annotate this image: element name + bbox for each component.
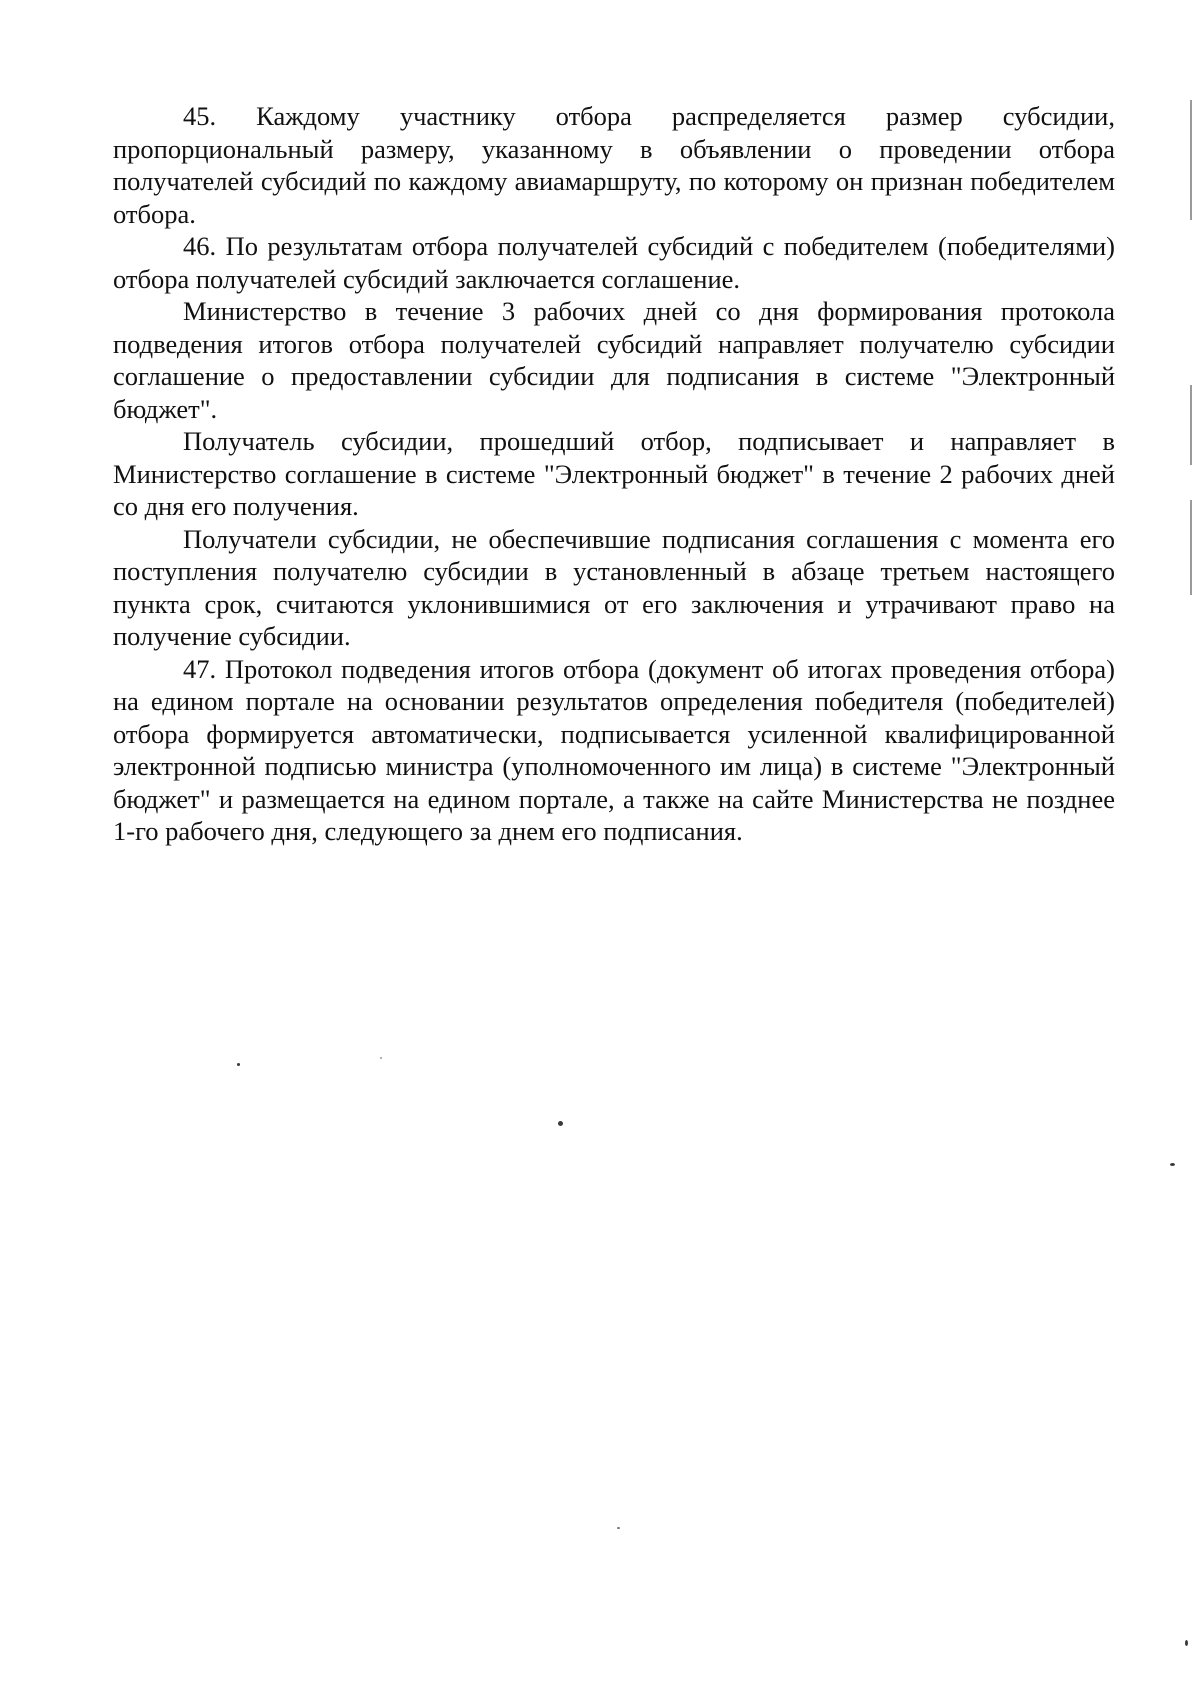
paragraph-evasion: Получатели субсидии, не обеспечившие подписания соглашения с момента его поступления получателю субсидии в установленный в абзаце третьем настоящего пункта срок, считаются уклонившимися от его заключения и утрачивают право на получение субсидии. [113,523,1115,651]
scan-edge-line [1190,500,1192,595]
paragraph-recipient-signing: Получатель субсидии, прошедший отбор, подписывает и направляет в Министерство соглашение в системе "Электронный бюджет" в течение 2 рабочих дней со дня его получения. [113,426,1115,521]
paragraph-45: 45. Каждому участнику отбора распределяется размер субсидии, пропорциональный размеру, указанному в объявлении о проведении отбора получателей субсидий по каждому авиамаршруту, по которому он признан победителем отбора. [113,101,1115,229]
scan-speck [237,1063,240,1066]
paragraph-47: 47. Протокол подведения итогов отбора (документ об итогах проведения отбора) на едином портале на основании результатов определения победителя (победителей) отбора формируется автоматически, подписывается усиленной квалифицированной электронной подписью министра (уполномоченного им лица) в системе "Электронный бюджет" и размещается на едином портале, а также на сайте Министерства не позднее 1-го рабочего дня, следующего за днем его подписания. [113,653,1115,846]
scan-speck [558,1121,563,1126]
scan-speck [1170,1163,1175,1166]
document-body [113,100,1115,848]
scan-speck [380,1057,382,1059]
scan-speck [1185,1640,1188,1646]
scan-edge-line [1190,385,1192,465]
paragraph-46: 46. По результатам отбора получателей субсидий с победителем (победителями) отбора получателей субсидий заключается соглашение. [113,231,1115,294]
scan-edge-line [1190,100,1192,220]
paragraph-ministry-deadline: Министерство в течение 3 рабочих дней со дня формирования протокола подведения итогов отбора получателей субсидий направляет получателю субсидии соглашение о предоставлении субсидии для подписания в системе "Электронный бюджет". [113,296,1115,424]
scan-speck [617,1527,620,1529]
